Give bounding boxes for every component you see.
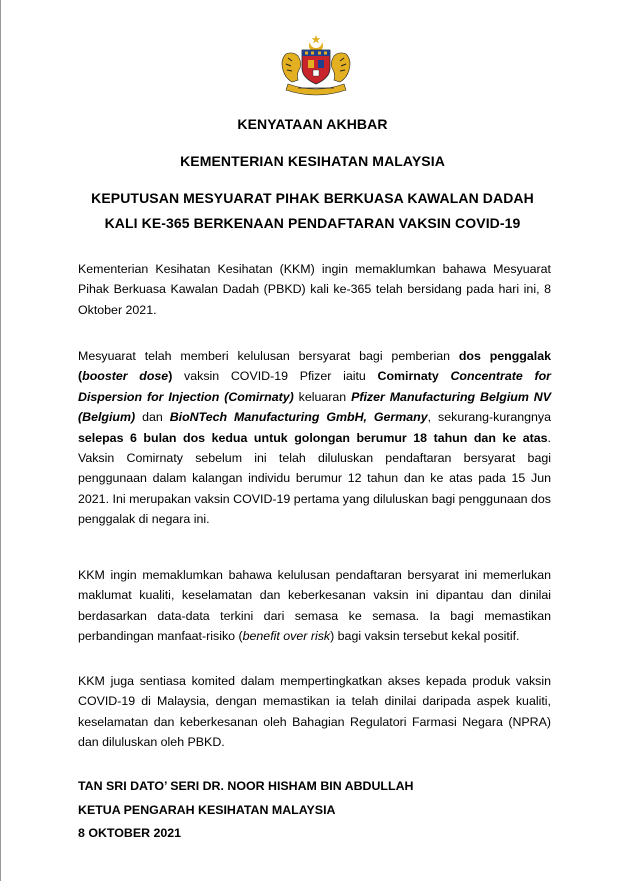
text-run: keluaran xyxy=(293,389,352,404)
document-title-line-2: KALI KE-365 BERKENAAN PENDAFTARAN VAKSIN COVID-19 xyxy=(104,215,521,231)
statement-date: 8 OKTOBER 2021 xyxy=(78,826,182,840)
text-run-bold: Comirnaty xyxy=(377,369,439,384)
ministry-name: KEMENTERIAN KESIHATAN MALAYSIA xyxy=(180,153,445,169)
text-run: , sekurang-kurangnya xyxy=(427,410,551,425)
malaysia-coat-of-arms-icon xyxy=(276,34,356,96)
page-edge xyxy=(0,0,1,881)
text-run-bold: selepas 6 bulan dos kedua untuk golongan berumur 18 tahun dan ke atas xyxy=(78,430,548,445)
document-title-line-1: KEPUTUSAN MESYUARAT PIHAK BERKUASA KAWALAN DADAH xyxy=(91,190,534,206)
text-run-bold-italic: BioNTech Manufacturing GmbH, Germany xyxy=(169,410,428,425)
text-run: . Vaksin Comirnaty sebelum ini telah diluluskan pendaftaran bersyarat bagi penggunaan dalam kalangan individu berumur 12 tahun dan ke atas pada 15 Jun 2021. Ini merupakan vaksin COVID-19 pertama yang diluluskan bagi penggunaan dos penggalak di negara ini. xyxy=(78,430,551,527)
signatory-title: KETUA PENGARAH KESIHATAN MALAYSIA xyxy=(78,803,336,817)
text-run-bold-italic: Concentrate for Dispersion for Injection (Comirnaty) xyxy=(78,369,551,404)
text-run: dan xyxy=(135,410,170,425)
signatory-name: TAN SRI DATO’ SERI DR. NOOR HISHAM BIN ABDULLAH xyxy=(78,779,414,793)
text-run-bold-italic: booster dose xyxy=(82,369,169,384)
text-run-bold: dos penggalak xyxy=(458,349,551,363)
press-statement-label: KENYATAAN AKHBAR xyxy=(237,116,388,132)
text-run: vaksin COVID-19 Pfizer iaitu xyxy=(172,369,378,384)
text-run-bold: ( xyxy=(78,369,83,384)
paragraph-monitoring xyxy=(78,565,551,647)
paragraph-commitment: KKM juga sentiasa komited dalam mempertingkatkan akses kepada produk vaksin COVID-19 di Malaysia, dengan memastikan ia telah dinilai daripada aspek kualiti, keselamatan dan keberkesanan oleh Bahagian Regulatori Farmasi Negara (NPRA) dan diluluskan oleh PBKD. xyxy=(78,674,551,750)
text-run-bold-italic: Pfizer Manufacturing Belgium NV (Belgium) xyxy=(78,389,551,425)
text-run: KKM ingin memaklumkan bahawa kelulusan pendaftaran bersyarat ini memerlukan maklumat kualiti, keselamatan dan keberkesanan vaksin ini dipantau dan dinilai berdasarkan data-data terkini dari semasa ke semasa. Ia bagi memastikan perbandingan manfaat-risiko ( xyxy=(78,568,551,644)
paragraph-introduction: Kementerian Kesihatan Kesihatan (KKM) ingin memaklumkan bahawa Mesyuarat Pihak Berkuasa Kawalan Dadah (PBKD) kali ke-365 telah bersidang pada hari ini, 8 Oktober 2021. xyxy=(78,262,551,317)
text-run-italic: benefit over risk xyxy=(242,629,331,644)
paragraph-approval xyxy=(78,346,551,530)
text-run: ) bagi vaksin tersebut kekal positif. xyxy=(330,629,520,644)
text-run-bold: ) xyxy=(168,369,173,384)
text-run: Mesyuarat telah memberi kelulusan bersyarat bagi pemberian xyxy=(78,349,459,363)
